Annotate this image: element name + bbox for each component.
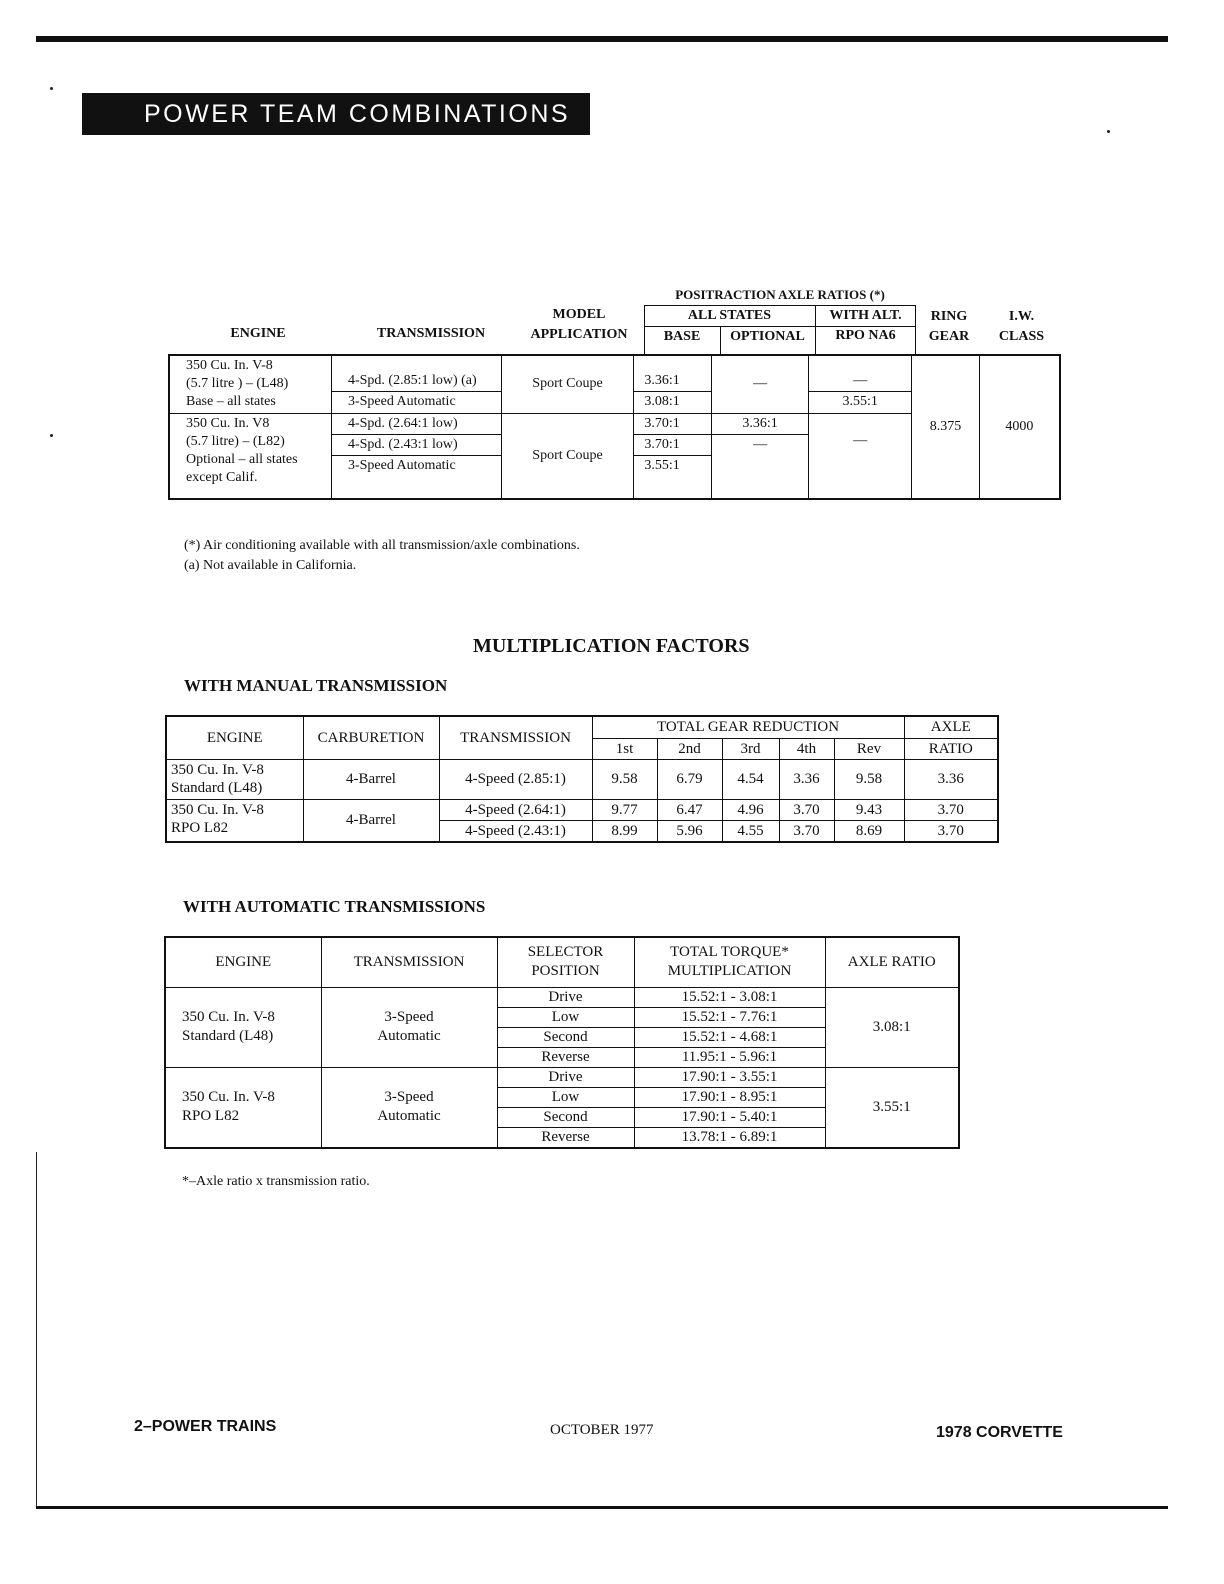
engine-cell: 350 Cu. In. V-8 Standard (L48) [166, 759, 303, 799]
axle-cell: 3.08:1 [825, 987, 959, 1067]
selector-cell: Second [497, 1107, 634, 1127]
header-3rd: 3rd [722, 738, 779, 759]
with-alt-cell: 3.55:1 [809, 391, 912, 413]
header-axle: AXLE [904, 716, 998, 738]
header-torque-multiplication: TOTAL TORQUE* MULTIPLICATION [634, 937, 825, 987]
iw-class-cell: 4000 [979, 355, 1060, 499]
transmission-cell: 3-Speed Automatic [331, 455, 501, 499]
header-ring-gear: RING GEAR [928, 309, 970, 344]
bottom-rule [36, 1506, 1168, 1509]
automatic-subtitle: WITH AUTOMATIC TRANSMISSIONS [183, 897, 486, 916]
header-total-gear-reduction: TOTAL GEAR REDUCTION [592, 716, 904, 738]
engine-cell: 350 Cu. In. V-8 Standard (L48) [165, 987, 321, 1067]
optional-ratio-cell: — [712, 355, 809, 413]
gear-4th-cell: 3.70 [779, 799, 834, 820]
scan-speck [1107, 130, 1110, 133]
header-ratio: RATIO [904, 738, 998, 759]
engine-cell: 350 Cu. In. V8 (5.7 litre) – (L82) Optional – all states except Calif. [169, 413, 331, 499]
gear-2nd-cell: 6.47 [657, 799, 722, 820]
gear-rev-cell: 9.58 [834, 759, 904, 799]
automatic-transmission-table [164, 936, 960, 1149]
selector-cell: Drive [497, 987, 634, 1007]
footer-model: 1978 CORVETTE [936, 1424, 1063, 1441]
table-row [165, 1067, 959, 1087]
axle-cell: 3.36 [904, 759, 998, 799]
header-iw-class: I.W. CLASS [998, 309, 1045, 344]
header-2nd: 2nd [657, 738, 722, 759]
selector-cell: Drive [497, 1067, 634, 1087]
gear-2nd-cell: 5.96 [657, 820, 722, 842]
manual-transmission-table [165, 715, 999, 843]
table-row [166, 759, 998, 799]
table-header-row [166, 716, 998, 738]
model-cell: Sport Coupe [501, 413, 634, 499]
engine-cell: 350 Cu. In. V-8 RPO L82 [166, 799, 303, 842]
transmission-cell: 4-Speed (2.85:1) [439, 759, 592, 799]
base-ratio-cell: 3.55:1 [634, 455, 712, 499]
transmission-cell: 3-Speed Automatic [321, 1067, 497, 1148]
gear-rev-cell: 8.69 [834, 820, 904, 842]
selector-cell: Second [497, 1027, 634, 1047]
base-ratio-cell: 3.36:1 [634, 355, 712, 391]
with-alt-cell: — [809, 355, 912, 391]
note-ac: (*) Air conditioning available with all transmission/axle combinations. [184, 538, 580, 553]
header-model-application: MODEL APPLICATION [530, 307, 628, 342]
selector-cell: Reverse [497, 1127, 634, 1148]
gear-1st-cell: 9.58 [592, 759, 657, 799]
table-header-row [165, 937, 959, 987]
with-alt-cell: — [809, 413, 912, 499]
footer-section: 2–POWER TRAINS [134, 1418, 277, 1435]
selector-cell: Low [497, 1007, 634, 1027]
note-california: (a) Not available in California. [184, 558, 357, 573]
engine-cell: 350 Cu. In. V-8 (5.7 litre ) – (L48) Base – all states [169, 355, 331, 413]
gear-rev-cell: 9.43 [834, 799, 904, 820]
header-engine: ENGINE [230, 326, 286, 341]
manual-subtitle: WITH MANUAL TRANSMISSION [184, 676, 448, 695]
transmission-cell: 4-Spd. (2.64:1 low) [331, 413, 501, 434]
header-with-alt: WITH ALT. RPO NA6 [829, 308, 902, 343]
header-rev: Rev [834, 738, 904, 759]
power-team-notes [184, 536, 580, 576]
header-selector-position: SELECTOR POSITION [497, 937, 634, 987]
header-transmission: TRANSMISSION [376, 326, 486, 341]
transmission-cell: 4-Speed (2.64:1) [439, 799, 592, 820]
header-transmission: TRANSMISSION [321, 937, 497, 987]
selector-cell: Reverse [497, 1047, 634, 1067]
header-positraction: POSITRACTION AXLE RATIOS (*) [675, 287, 885, 302]
gear-1st-cell: 9.77 [592, 799, 657, 820]
optional-ratio-cell: 3.36:1 [712, 413, 809, 434]
selector-cell: Low [497, 1087, 634, 1107]
header-engine: ENGINE [166, 716, 303, 759]
carburetion-cell: 4-Barrel [303, 759, 439, 799]
model-cell: Sport Coupe [501, 355, 634, 413]
header-optional: OPTIONAL [730, 329, 805, 344]
transmission-cell: 4-Spd. (2.85:1 low) (a) [331, 355, 501, 391]
axle-cell: 3.55:1 [825, 1067, 959, 1148]
gear-2nd-cell: 6.79 [657, 759, 722, 799]
torque-cell: 15.52:1 - 7.76:1 [634, 1007, 825, 1027]
gear-3rd-cell: 4.55 [722, 820, 779, 842]
base-ratio-cell: 3.08:1 [634, 391, 712, 413]
header-1st: 1st [592, 738, 657, 759]
transmission-cell: 3-Speed Automatic [321, 987, 497, 1067]
base-ratio-cell: 3.70:1 [634, 434, 712, 455]
top-rule [36, 36, 1168, 42]
left-margin-rule [36, 1152, 37, 1508]
base-ratio-cell: 3.70:1 [634, 413, 712, 434]
torque-cell: 13.78:1 - 6.89:1 [634, 1127, 825, 1148]
table-row [169, 355, 1060, 391]
carburetion-cell: 4-Barrel [303, 799, 439, 842]
section-title: MULTIPLICATION FACTORS [473, 635, 750, 657]
torque-cell: 15.52:1 - 3.08:1 [634, 987, 825, 1007]
torque-cell: 11.95:1 - 5.96:1 [634, 1047, 825, 1067]
header-4th: 4th [779, 738, 834, 759]
transmission-cell: 3-Speed Automatic [331, 391, 501, 413]
header-transmission: TRANSMISSION [439, 716, 592, 759]
table-row [166, 799, 998, 820]
axle-cell: 3.70 [904, 820, 998, 842]
header-base: BASE [663, 329, 701, 344]
gear-3rd-cell: 4.96 [722, 799, 779, 820]
header-engine: ENGINE [165, 937, 321, 987]
gear-1st-cell: 8.99 [592, 820, 657, 842]
footer-date: OCTOBER 1977 [550, 1422, 654, 1438]
table-row [165, 987, 959, 1007]
header-all-states: ALL STATES [687, 308, 772, 323]
header-axle-ratio: AXLE RATIO [825, 937, 959, 987]
torque-cell: 17.90:1 - 5.40:1 [634, 1107, 825, 1127]
transmission-cell: 4-Spd. (2.43:1 low) [331, 434, 501, 455]
torque-footnote: *–Axle ratio x transmission ratio. [182, 1174, 370, 1189]
power-team-table [168, 354, 1061, 500]
scan-speck [50, 87, 53, 90]
torque-cell: 15.52:1 - 4.68:1 [634, 1027, 825, 1047]
axle-cell: 3.70 [904, 799, 998, 820]
scan-speck [50, 434, 53, 437]
gear-3rd-cell: 4.54 [722, 759, 779, 799]
transmission-cell: 4-Speed (2.43:1) [439, 820, 592, 842]
torque-cell: 17.90:1 - 3.55:1 [634, 1067, 825, 1087]
engine-cell: 350 Cu. In. V-8 RPO L82 [165, 1067, 321, 1148]
page-title-banner: POWER TEAM COMBINATIONS [82, 93, 590, 135]
torque-cell: 17.90:1 - 8.95:1 [634, 1087, 825, 1107]
gear-4th-cell: 3.70 [779, 820, 834, 842]
gear-4th-cell: 3.36 [779, 759, 834, 799]
optional-ratio-cell: — [712, 434, 809, 499]
header-carburetion: CARBURETION [303, 716, 439, 759]
ring-gear-cell: 8.375 [912, 355, 979, 499]
